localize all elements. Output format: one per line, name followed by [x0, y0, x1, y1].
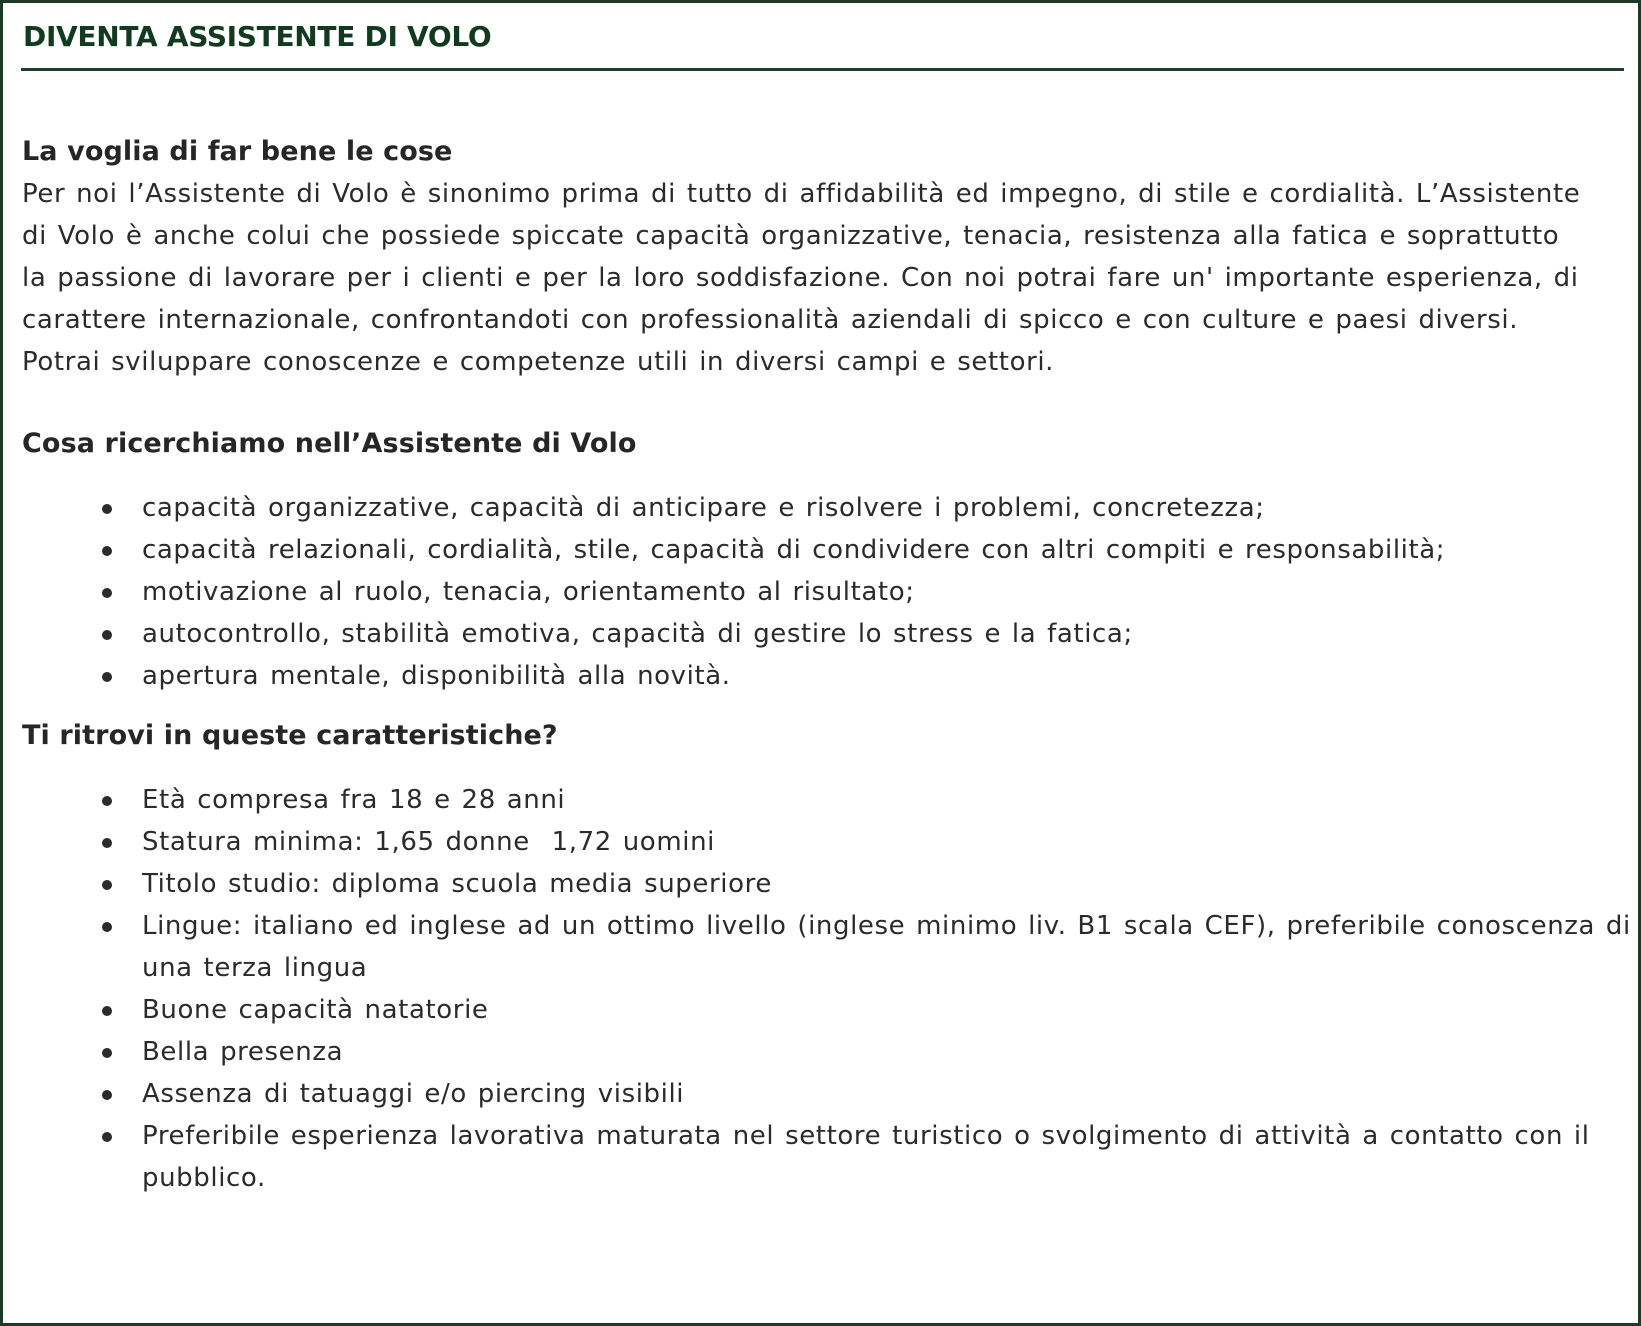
list-item — [22, 613, 1641, 655]
list-item-text: capacità relazionali, cordialità, stile, capacità di condividere con altri compiti e responsabilità; — [142, 535, 1446, 565]
bullet-icon — [102, 838, 112, 848]
section-heading-requirements: Ti ritrovi in queste caratteristiche? — [22, 720, 558, 751]
list-item-text: Lingue: italiano ed inglese ad un ottimo livello (inglese minimo liv. B1 scala CEF), preferibile conoscenza di una terza lingua — [142, 911, 1631, 983]
list-item-text: capacità organizzative, capacità di anticipare e risolvere i problemi, concretezza; — [142, 493, 1265, 523]
bullet-icon — [102, 504, 112, 514]
list-item-text: Assenza di tatuaggi e/o piercing visibili — [142, 1079, 685, 1109]
list-item-text: Titolo studio: diploma scuola media superiore — [142, 869, 772, 899]
list-item-text: apertura mentale, disponibilità alla novità. — [142, 661, 731, 691]
list-item-text: motivazione al ruolo, tenacia, orientamento al risultato; — [142, 577, 915, 607]
list-item — [22, 1073, 1641, 1115]
qualities-list — [22, 487, 1622, 697]
list-item-text: Preferibile esperienza lavorativa maturata nel settore turistico o svolgimento di attività a contatto con il pubblico. — [142, 1121, 1590, 1193]
list-item — [22, 1115, 1641, 1199]
requirements-list — [22, 779, 1631, 1199]
list-item — [22, 529, 1641, 571]
spacer — [22, 383, 1622, 423]
section-intro — [22, 131, 1622, 383]
list-item — [22, 571, 1641, 613]
list-item-text: Buone capacità natatorie — [142, 995, 489, 1025]
list-item-text: Età compresa fra 18 e 28 anni — [142, 785, 566, 815]
list-item — [22, 1031, 1641, 1073]
section-heading-intro: La voglia di far bene le cose — [22, 136, 453, 167]
bullet-icon — [102, 796, 112, 806]
list-item — [22, 487, 1641, 529]
bullet-icon — [102, 1006, 112, 1016]
bullet-icon — [102, 1090, 112, 1100]
list-item — [22, 905, 1641, 989]
bullet-icon — [102, 672, 112, 682]
list-item-text: Statura minima: 1,65 donne 1,72 uomini — [142, 827, 715, 857]
main-content — [22, 131, 1631, 1199]
title-divider — [21, 68, 1624, 71]
list-item — [22, 655, 1641, 697]
list-item-text: autocontrollo, stabilità emotiva, capacità di gestire lo stress e la fatica; — [142, 619, 1133, 649]
bullet-icon — [102, 1132, 112, 1142]
list-item — [22, 989, 1641, 1031]
bullet-icon — [102, 880, 112, 890]
bullet-icon — [102, 922, 112, 932]
list-item — [22, 779, 1641, 821]
bullet-icon — [102, 1048, 112, 1058]
list-item — [22, 863, 1641, 905]
spacer — [22, 697, 1622, 715]
bullet-icon — [102, 630, 112, 640]
bullet-icon — [102, 588, 112, 598]
section-qualities — [22, 423, 1622, 697]
page-title: DIVENTA ASSISTENTE DI VOLO — [23, 20, 492, 53]
section-heading-qualities: Cosa ricerchiamo nell’Assistente di Volo — [22, 428, 637, 459]
section-requirements — [22, 715, 1631, 1199]
list-item — [22, 821, 1641, 863]
intro-paragraph: Per noi l’Assistente di Volo è sinonimo prima di tutto di affidabilità ed impegno, di stile e cordialità. L’Assistente di Volo è anche colui che possiede spiccate capacità organizzative, tenacia, resistenza alla fatica e soprattutto la passione di lavorare per i clienti e per la loro soddisfazione. Con noi potrai fare un' importante esperienza, di carattere internazionale, confrontandoti con professionalità aziendali di spicco e con culture e paesi diversi. Potrai sviluppare conoscenze e competenze utili in diversi campi e settori. — [22, 179, 1581, 377]
bullet-icon — [102, 546, 112, 556]
list-item-text: Bella presenza — [142, 1037, 344, 1067]
